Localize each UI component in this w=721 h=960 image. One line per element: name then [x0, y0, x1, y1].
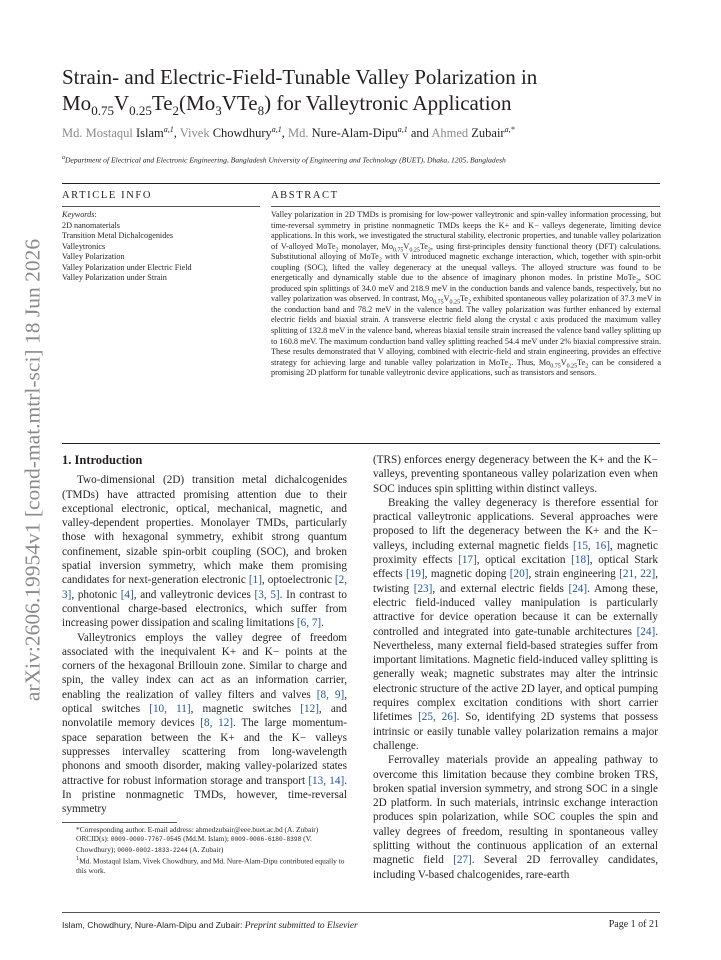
- section-heading-introduction: 1. Introduction: [62, 453, 143, 467]
- title-line-2: $Mo_{0.75}V_{0.25}Te_2(Mo_3VTe_8)$ for Valleytronic Application: [62, 91, 512, 119]
- body-text: . Several 2D ferrovalley candidates, including V-based chalcogenides, rare-earth: [373, 854, 658, 881]
- citation-link[interactable]: [17]: [458, 554, 477, 567]
- author: Vivek Chowdhury$^{a,1}$,: [179, 125, 288, 141]
- header-divider: [62, 183, 660, 184]
- citation-link[interactable]: [1]: [248, 574, 262, 587]
- body-text: , and valleytronic devices: [133, 588, 255, 601]
- citation-link[interactable]: [24]: [636, 625, 656, 638]
- body-text: , optical switches: [62, 688, 347, 716]
- citation-link[interactable]: [8, 9]: [316, 688, 345, 701]
- left-column: [62, 453, 347, 816]
- citation-link[interactable]: [21, 22]: [619, 568, 656, 581]
- keyword: Valleytronics: [62, 241, 106, 251]
- body-text: , and external electric fields: [432, 582, 569, 595]
- arxiv-identifier: arXiv:2606.19954v1 [cond-mat.mtrl-sci] 18 Jun 2026: [20, 238, 45, 702]
- citation-link[interactable]: [12]: [300, 703, 319, 716]
- citation-link[interactable]: [8, 12]: [200, 717, 234, 730]
- keyword: Valley Polarization: [62, 252, 125, 261]
- keyword: Valley Polarization under Strain: [62, 273, 167, 282]
- keyword: Transition Metal Dichalcogenides: [62, 231, 174, 240]
- paper-title: [62, 64, 662, 119]
- citation-link[interactable]: [23]: [413, 582, 433, 595]
- body-text: (TRS) enforces energy degeneracy between the K+ and the K− valleys, preventing spontaneous valley polarization even when SOC induces spin splitting within distinct valleys.: [373, 454, 658, 495]
- keywords-block: Keywords: 2D nanomaterials Transition Metal Dichalcogenides Valleytronics Valley Polarization Valley Polarization under Electric Field Valley Polarization under Strain: [62, 210, 262, 284]
- body-text: Valleytronics employs the valley degree of freedom associated with the inequivalent K+ and K− points at the corners of the hexagonal Brillouin zone. Similar to charge and spin, the valley index can act as an information carrier, enabling the realization of valley filters and valves: [62, 631, 347, 701]
- body-text: . The large momentum-space separation between the K+ and the K− valleys suppresses intervalley scattering from long-wavelength phonons and smooth disorder, making valley-polarized states attractive for robust information storage and transport: [62, 717, 348, 787]
- body-text: . In contrast to conventional charge-based electronics, which suffer from increasing power dissipation and scaling limitations: [62, 588, 348, 630]
- body-text: Ferrovalley materials provide an appealing pathway to overcome this limitation because they combine broken TRS, broken spatial inversion symmetry, and strong SOC in a single 2D platform. In such materials, intrinsic exchange interaction produces spin polarization, while SOC couples the spin and valley degrees of freedom, resulting in spontaneous valley splitting without the continuous application of an external magnetic field: [373, 754, 658, 867]
- citation-link[interactable]: [10, 11]: [149, 703, 191, 716]
- keyword: 2D nanomaterials: [62, 220, 120, 230]
- intro-paragraph: [373, 496, 658, 753]
- citation-link[interactable]: [4]: [120, 588, 134, 601]
- body-text: , optical Stark effects: [373, 554, 658, 581]
- equal-contribution-note: $^1$Md. Mostaqul Islam, Vivek Chowdhury, and Md. Nure-Alam-Dipu contributed equally to this work.: [76, 856, 345, 876]
- arxiv-sidebar: [13, 210, 53, 730]
- abstract-heading: ABSTRACT: [271, 190, 339, 201]
- author: Ahmed Zubair$^{a,*}$: [431, 125, 515, 141]
- intro-paragraph: [62, 473, 347, 630]
- abstract-bottom-divider: [62, 443, 660, 444]
- citation-link[interactable]: [15, 16]: [573, 539, 610, 552]
- footnotes: [62, 825, 347, 876]
- body-text: Two-dimensional (2D) transition metal dichalcogenides (TMDs) have attracted promising attention due to their exceptional electronic, optical, mechanical, magnetic, and valley-dependent properties. Monolayer TMDs, particularly those with hexagonal symmetry, exhibit strong quantum confinement, sizable spin-orbit coupling (SOC), and broken spatial inversion symmetry, which make them promising candidates for next-generation electronic: [62, 474, 347, 587]
- citation-link[interactable]: [13, 14]: [308, 774, 345, 787]
- citation-link[interactable]: [19]: [406, 568, 425, 581]
- body-text: , and nonvolatile memory devices: [62, 703, 347, 730]
- body-text: . Nevertheless, many external field-based strategies suffer from important limitations. Magnetic field-induced valley splitting is generally weak; magnetic substrates may alter the intrinsic electronic structure of the active 2D layer, and optical pumping requires complex excitation conditions with short carrier lifetimes: [373, 625, 658, 724]
- citation-link[interactable]: [20]: [509, 568, 529, 581]
- running-footer: Islam, Chowdhury, Nure-Alam-Dipu and Zubair: Preprint submitted to Elsevier: [62, 920, 358, 931]
- affiliation: $^a$Department of Electrical and Electronic Engineering, Bangladesh University of Engineering and Technology (BUET), Dhaka, 1205, Bangladesh: [62, 155, 506, 165]
- body-text: , optical excitation: [476, 554, 572, 567]
- page-number: Page 1 of 21: [608, 919, 659, 930]
- citation-link[interactable]: [27]: [453, 854, 472, 867]
- intro-paragraph: [373, 753, 658, 882]
- author: Md. Nure-Alam-Dipu$^{a,1}$ and: [288, 125, 432, 141]
- body-text: , magnetic proximity effects: [373, 539, 658, 567]
- body-text: , photonic: [71, 588, 121, 601]
- body-text: , magnetic switches: [190, 703, 301, 716]
- citation-link[interactable]: [25, 26]: [418, 711, 457, 724]
- body-text: , magnetic doping: [424, 568, 510, 581]
- body-text: , optoelectronic: [261, 574, 335, 587]
- right-column: [373, 453, 658, 882]
- citation-link[interactable]: [18]: [571, 554, 590, 567]
- citation-link[interactable]: [24]: [568, 582, 588, 595]
- abstract-text: Valley polarization in 2D TMDs is promising for low-power valleytronic and spin-valley information processing, but time-reversal symmetry in pristine nonmagnetic TMDs keeps the K+ and K− valleys degenerate, limiting device applications. In this work, we investigated the structural stability, electronic properties, and tunable valley polarization of V-alloyed MoTe$_2$ monolayer, $Mo_{0.75}V_{0.25}Te_2$, using first-principles density functional theory (DFT) calculations. Substitutional alloying of MoTe$_2$ with V introduced magnetic exchange interaction, which, together with spin-orbit coupling (SOC), lifted the valley degeneracy at the unequal valleys. The alloyed structure was found to be energetically and dynamically stable due to the absence of imaginary phonon modes. In pristine MoTe$_2$, SOC produced spin splittings of 34.0 meV and 218.9 meV in the conduction bands and valence bands, respectively, but no valley polarization was observed. In contrast, $Mo_{0.75}V_{0.25}Te_2$ exhibited spontaneous valley polarization of 37.3 meV in the conduction band and 78.2 meV in the valence band. The valley polarization was further enhanced by external electric fields and biaxial strain. A transverse electric field along the crystal c axis produced the maximum valley splitting of 132.8 meV in the valence band, whereas biaxial tensile strain increased the valence band valley splitting up to 160.8 meV. The maximum conduction band valley splitting reached 54.4 meV under 2% biaxial compressive strain. These results demonstrated that V alloying, combined with electric-field and strain engineering, provides an effective strategy for achieving large and tunable valley polarization in MoTe$_2$. Thus, $Mo_{0.75}V_{0.25}Te_2$ can be considered a promising 2D platform for tunable valleytronic device applications, such as transistors and sensors.: [271, 210, 661, 378]
- footer-divider: [62, 912, 660, 913]
- article-info-rule: [62, 206, 260, 207]
- footnote-rule: [62, 822, 177, 823]
- author-list: [62, 125, 662, 141]
- orcid-note: ORCID(s): 0009-0000-7767-0545 (Md.M. Islam); 0009-0006-6180-8398 (V. Chowdhury); 0000-0002-1833-2244 (A. Zubair): [76, 834, 312, 854]
- body-text: , twisting: [373, 568, 658, 595]
- body-text: Breaking the valley degeneracy is therefore essential for practical valleytronic applications. Several approaches were proposed to lift the degeneracy between the K+ and the K− valleys, including external magnetic fields: [373, 496, 658, 552]
- body-text: .: [321, 617, 324, 630]
- keyword: Valley Polarization under Electric Field: [62, 262, 192, 272]
- author: Md. Mostaqul Islam$^{a,1}$,: [62, 125, 180, 141]
- body-text: . So, identifying 2D systems that possess intrinsic or easily tunable valley polarization remains a major challenge.: [373, 711, 658, 752]
- citation-link[interactable]: [6, 7]: [296, 617, 322, 630]
- keywords-label: Keywords: [62, 210, 95, 219]
- article-info-heading: ARTICLE INFO: [62, 190, 153, 201]
- abstract-rule: [271, 206, 660, 207]
- body-text: . In pristine nonmagnetic TMDs, however, time-reversal symmetry: [62, 774, 347, 816]
- corresponding-author-note: *Corresponding author. E-mail address: ahmedzubair@eee.buet.ac.bd (A. Zubair): [76, 825, 319, 834]
- body-text: . Among these, electric field-induced valley manipulation is particularly attractive for device operation because it can be externally controlled and integrated into gate-tunable architectures: [373, 582, 658, 638]
- intro-paragraph: [373, 453, 658, 496]
- citation-link[interactable]: [3, 5]: [254, 588, 280, 601]
- body-text: , strain engineering: [528, 568, 620, 581]
- title-line-1: Strain- and Electric-Field-Tunable Valley Polarization in: [62, 65, 538, 89]
- intro-paragraph: [62, 631, 347, 817]
- citation-link[interactable]: [2, 3]: [62, 574, 347, 601]
